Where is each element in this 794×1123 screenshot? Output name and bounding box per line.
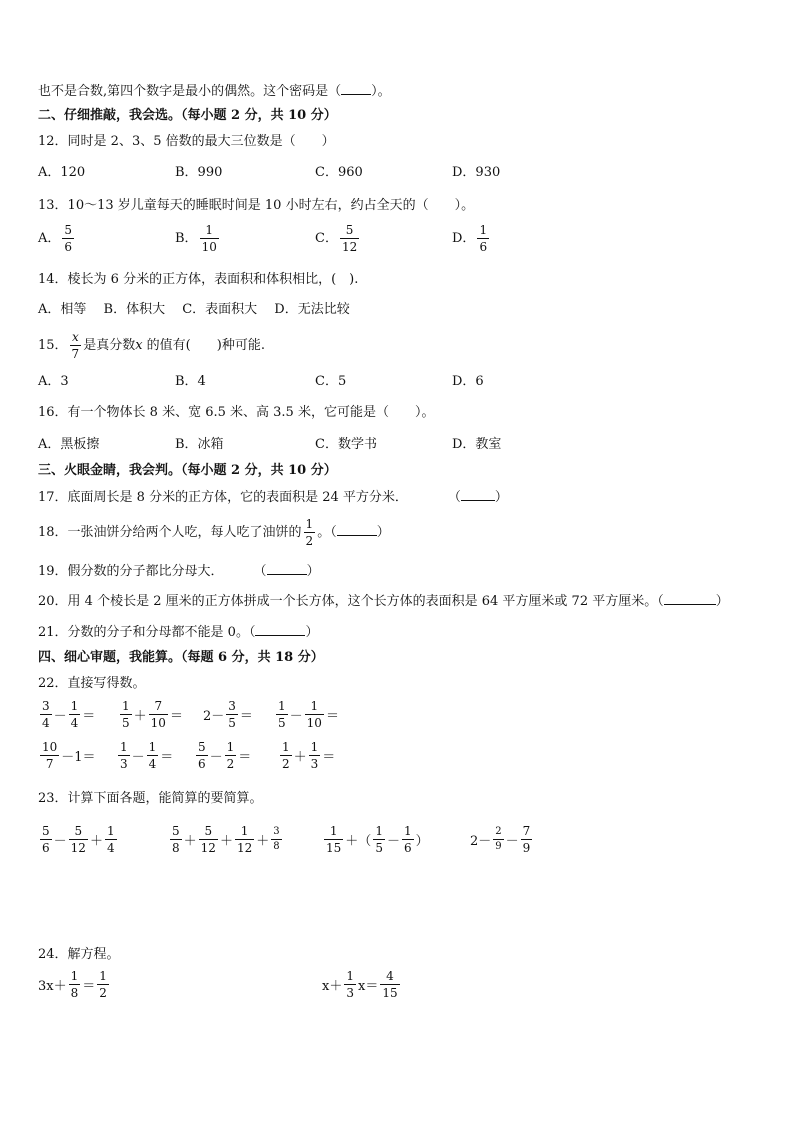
q22-stem: 22．直接写得数。 (38, 676, 146, 691)
q13-option-d[interactable]: D． $\frac{1}{6}$ (452, 223, 488, 254)
q24-stem: 24．解方程。 (38, 947, 120, 962)
q18: 18．一张油饼分给两个人吃，每人吃了油饼的 $\frac{1}{2}$ 。（ ） (38, 517, 390, 548)
q13-option-b[interactable]: B． $\frac{1}{10}$ (175, 223, 217, 254)
q19: 19．假分数的分子都比分母大． （ ） (38, 564, 320, 579)
q22-expr-4: $\frac{1}{5}$ － $\frac{1}{10}$ ＝ (278, 699, 339, 730)
q21: 21．分数的分子和分母都不能是 0。（ ） (38, 625, 319, 640)
answer-blank[interactable] (664, 592, 716, 605)
q16-stem: 16．有一个物体长 8 米、宽 6.5 米、高 3.5 米，它可能是（ ）。 (38, 405, 435, 420)
q22-expr-1: $\frac{3}{4}$ － $\frac{1}{4}$ ＝ (42, 699, 96, 730)
q13-stem: 13．10～13 岁儿童每天的睡眠时间是 10 小时左右，约占全天的（ ）。 (38, 198, 475, 213)
q23-stem: 23．计算下面各题，能简算的要简算。 (38, 791, 263, 806)
q12-option-a[interactable]: A．120 (38, 165, 86, 180)
q22-expr-8: $\frac{1}{2}$ ＋ $\frac{1}{3}$ ＝ (282, 740, 336, 771)
q16-option-a[interactable]: A．黑板擦 (38, 437, 100, 452)
q15-option-b[interactable]: B．4 (175, 374, 206, 389)
q12-stem: 12．同时是 2、3、5 倍数的最大三位数是（ ） (38, 134, 335, 149)
section-2-heading: 二、仔细推敲，我会选。（每小题 2 分，共 10 分） (38, 108, 337, 123)
q22-expr-5: $\frac{10}{7}$ －1＝ (42, 740, 96, 771)
q23-expr-4: 2－ $\frac{2}{9}$ － $\frac{7}{9}$ (470, 824, 531, 855)
q17: 17．底面周长是 8 分米的正方体，它的表面积是 24 平方分米． （ ） (38, 490, 508, 505)
q12-option-c[interactable]: C．960 (315, 165, 363, 180)
q12-option-b[interactable]: B．990 (175, 165, 223, 180)
q12-option-d[interactable]: D．930 (452, 165, 501, 180)
q15-option-a[interactable]: A．3 (38, 374, 69, 389)
answer-blank[interactable] (267, 562, 307, 575)
q15-option-d[interactable]: D．6 (452, 374, 484, 389)
q24-equation-2: x＋ $\frac{1}{3}$ x＝ $\frac{4}{15}$ (322, 969, 398, 1000)
q24-equation-1: 3x＋ $\frac{1}{8}$ ＝ $\frac{1}{2}$ (38, 969, 107, 1000)
q16-option-d[interactable]: D．教室 (452, 437, 502, 452)
q13-option-c[interactable]: C． $\frac{5}{12}$ (315, 223, 358, 254)
q23-expr-1: $\frac{5}{6}$ － $\frac{5}{12}$ ＋ $\frac{1}{4}$ (42, 824, 115, 855)
q20: 20．用 4 个棱长是 2 厘米的正方体拼成一个长方体，这个长方体的表面积是 64 平方厘米或 72 平方厘米。（ ） (38, 594, 729, 609)
section-3-heading: 三、火眼金睛，我会判。（每小题 2 分，共 10 分） (38, 463, 337, 478)
answer-blank[interactable] (337, 523, 377, 536)
q22-expr-2: $\frac{1}{5}$ ＋ $\frac{7}{10}$ ＝ (122, 699, 183, 730)
section-4-heading: 四、细心审题，我能算。（每题 6 分，共 18 分） (38, 650, 324, 665)
q16-option-b[interactable]: B．冰箱 (175, 437, 224, 452)
q15-option-c[interactable]: C．5 (315, 374, 347, 389)
q22-expr-6: $\frac{1}{3}$ － $\frac{1}{4}$ ＝ (120, 740, 174, 771)
q23-expr-3: $\frac{1}{15}$ ＋（ $\frac{1}{5}$ － $\frac{1}{6}$ ） (326, 824, 429, 855)
q22-expr-7: $\frac{5}{6}$ － $\frac{1}{2}$ ＝ (198, 740, 252, 771)
q16-option-c[interactable]: C．数学书 (315, 437, 377, 452)
q14-options[interactable]: A．相等 B．体积大 C．表面积大 D．无法比较 (38, 302, 350, 317)
answer-blank[interactable] (341, 82, 371, 95)
q23-expr-2: $\frac{5}{8}$ ＋ $\frac{5}{12}$ ＋ $\frac{1}{12}$ ＋ $\frac{3}{8}$ (172, 824, 280, 855)
q15-stem: 15． $\frac{x}{7}$ 是真分数x 的值有( )种可能. (38, 330, 265, 361)
answer-blank[interactable] (461, 488, 495, 501)
q14-stem: 14．棱长为 6 分米的正方体，表面积和体积相比，( ). (38, 272, 359, 287)
q11-tail: 也不是合数,第四个数字是最小的偶然。这个密码是（ ）。 (38, 84, 391, 99)
q13-option-a[interactable]: A． $\frac{5}{6}$ (38, 223, 73, 254)
q22-expr-3: 2－ $\frac{3}{5}$ ＝ (203, 699, 253, 730)
answer-blank[interactable] (255, 623, 305, 636)
